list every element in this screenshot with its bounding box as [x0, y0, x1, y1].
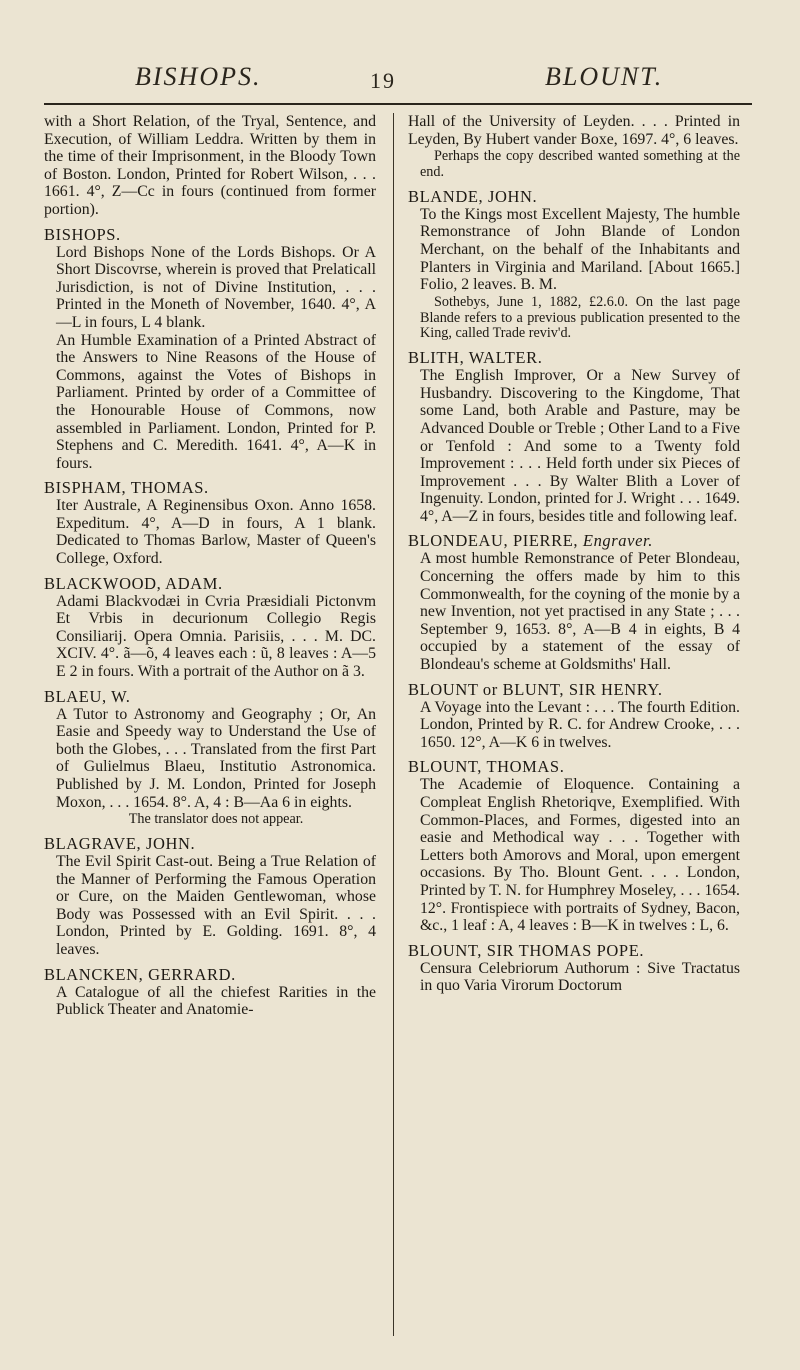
entry-heading: BISHOPS.	[44, 224, 121, 244]
entry-blaeu	[44, 687, 376, 828]
page-number: 19	[370, 68, 396, 93]
entry-blagrave	[44, 834, 376, 959]
entry-text: The Evil Spirit Cast-out. Being a True Relation of the Manner of Performing the Famous Operation or Cure, on the Maiden Gentlewoman, whose Body was Possessed with an Evil Spirit. . . . London, Printed by E. Golding. 1691. 8°, 4 leaves.	[56, 852, 376, 958]
entry-note: The translator does not appear.	[128, 811, 304, 828]
entry-heading: BLACKWOOD, ADAM.	[44, 573, 223, 593]
entry-text: Censura Celebriorum Authorum : Sive Tractatus in quo Varia Virorum Doctorum	[420, 959, 740, 995]
running-header	[0, 62, 800, 102]
column-divider	[393, 113, 394, 1336]
entry-heading: BLOUNT, THOMAS.	[408, 757, 565, 777]
entry-text: The Academie of Eloquence. Containing a Compleat English Rhetoriqve, Exemplified. With Common-Places, and Formes, digested into an easie and Methodical way . . . Together with Letters both Amorovs and Moral, upon emergent occasions. By Tho. Blount Gent. . . . London, Printed by T. N. for Humphrey Moseley, . . . 1654. 12°. Frontispiece with portraits of Sydney, Bacon, &c., 1 leaf : A, 4 leaves : B—K in twelves : L, 6.	[420, 776, 740, 935]
entry-text: Iter Australe, A Reginensibus Oxon. Anno 1658. Expeditum. 4°, A—D in fours, A 1 blank. Dedicated to Thomas Barlow, Master of Queen's College, Oxford.	[56, 497, 376, 568]
heading-role: Engraver.	[582, 531, 653, 551]
entry-text: A Catalogue of all the chiefest Rarities in the Publick Theater and Anatomie-	[56, 983, 376, 1019]
entry-bishops	[44, 225, 376, 473]
header-rule	[44, 103, 752, 105]
left-column	[44, 113, 376, 1025]
continuation-note: Perhaps the copy described wanted something at the end.	[420, 148, 740, 180]
entry-blande	[408, 187, 740, 342]
entry-blancken	[44, 965, 376, 1019]
header-left: BISHOPS.	[135, 62, 262, 91]
entry-text: An Humble Examination of a Printed Abstract of the Answers to Nine Reasons of the House of Commons, against the Votes of Bishops in Parliament. Printed by order of a Committee of the Honourable House of Commons, now assembled in Parliament. London, Printed for P. Stephens and C. Meredith. 1641. 4°, A—K in fours.	[56, 331, 376, 472]
continuation-text: with a Short Relation, of the Tryal, Sentence, and Execution, of William Leddra. Written by them in the time of their Imprisonment, in the Bloody Town of Boston. London, Printed for Robert Wilson, . . . 1661. 4°, Z—Cc in fours (continued from former portion).	[44, 113, 376, 218]
entry-text: To the Kings most Excellent Majesty, The humble Remonstrance of John Blande of London Merchant, on the behalf of the Inhabitants and Planters in Virginia and Mariland. [About 1665.] Folio, 2 leaves. B. M.	[420, 205, 740, 294]
entry-heading: BLITH, WALTER.	[408, 348, 543, 368]
entry-bispham	[44, 478, 376, 567]
heading-name: BLONDEAU, PIERRE,	[408, 531, 579, 551]
entry-text: Lord Bishops None of the Lords Bishops. Or A Short Discovrse, wherein is proved that Prelaticall Jurisdiction, is not of Divine Institution, . . . Printed in the Moneth of November, 1640. 4°, A—L in fours, L 4 blank.	[56, 243, 376, 331]
entry-heading	[408, 531, 740, 550]
entry-text: A Tutor to Astronomy and Geography ; Or, An Easie and Speedy way to Understand the Use of both the Globes, . . . Translated from the first Part of Gulielmus Blaeu, Institutio Astronomica. Published by J. M. London, Printed for Joseph Moxon, . . . 1654. 8°. A, 4 : B—Aa 6 in eights.	[56, 705, 376, 811]
right-column	[408, 113, 740, 1001]
entry-heading: BISPHAM, THOMAS.	[44, 478, 209, 498]
continuation-text: Hall of the University of Leyden. . . . Printed in Leyden, By Hubert vander Boxe, 1697. 4°, 6 leaves.	[408, 113, 740, 148]
entry-blount-henry	[408, 680, 740, 752]
entry-text: The English Improver, Or a New Survey of Husbandry. Discovering to the Kingdome, That some Land, both Arable and Pasture, may be Advanced Double or Treble ; Other Land to a Five or Tenfold : And some to a Twenty fold Improvement : . . . Held forth under six Pieces of Improvement . . . By Walter Blith a Lover of Ingenuity. London, printed for J. Wright . . . 1649. 4°, A—Z in fours, besides title and following leaf.	[420, 367, 740, 525]
entry-note: Sothebys, June 1, 1882, £2.6.0. On the last page Blande refers to a previous publication presented to the King, called Trade reviv'd.	[420, 293, 740, 342]
entry-text: A most humble Remonstrance of Peter Blondeau, Concerning the offers made by him to this Commonwealth, for the coyning of the monie by a new Invention, not yet practised in any State ; . . . September 9, 1653. 8°, A—B 4 in eights, B 4 occupied by a statement of the essay of Blondeau's scheme at Goldsmiths' Hall.	[420, 550, 740, 674]
header-right: BLOUNT.	[545, 62, 664, 91]
entry-heading: BLAEU, W.	[44, 686, 131, 706]
entry-blount-thomas	[408, 757, 740, 934]
entry-heading: BLANDE, JOHN.	[408, 186, 538, 206]
entry-heading: BLOUNT, SIR THOMAS POPE.	[408, 940, 645, 960]
entry-blackwood	[44, 574, 376, 681]
entry-text: A Voyage into the Levant : . . . The fourth Edition. London, Printed by R. C. for Andrew Crooke, . . . 1650. 12°, A—K 6 in twelves.	[420, 698, 740, 751]
entry-heading: BLANCKEN, GERRARD.	[44, 964, 236, 984]
entry-text: Adami Blackvodæi in Cvria Præsidiali Pictonvm Et Vrbis in decurionum Collegio Regis Consiliarij. Opera Omnia. Parisiis, . . . M. DC. XCIV. 4°. ã—õ, 4 leaves each : ũ, 8 leaves : A—5 E 2 in fours. With a portrait of the Author on ã 3.	[56, 592, 376, 681]
entry-blount-thomas-pope	[408, 941, 740, 995]
entry-blondeau	[408, 531, 740, 673]
entry-blith	[408, 348, 740, 525]
entry-heading: BLOUNT or BLUNT, SIR HENRY.	[408, 679, 663, 699]
entry-heading: BLAGRAVE, JOHN.	[44, 833, 196, 853]
